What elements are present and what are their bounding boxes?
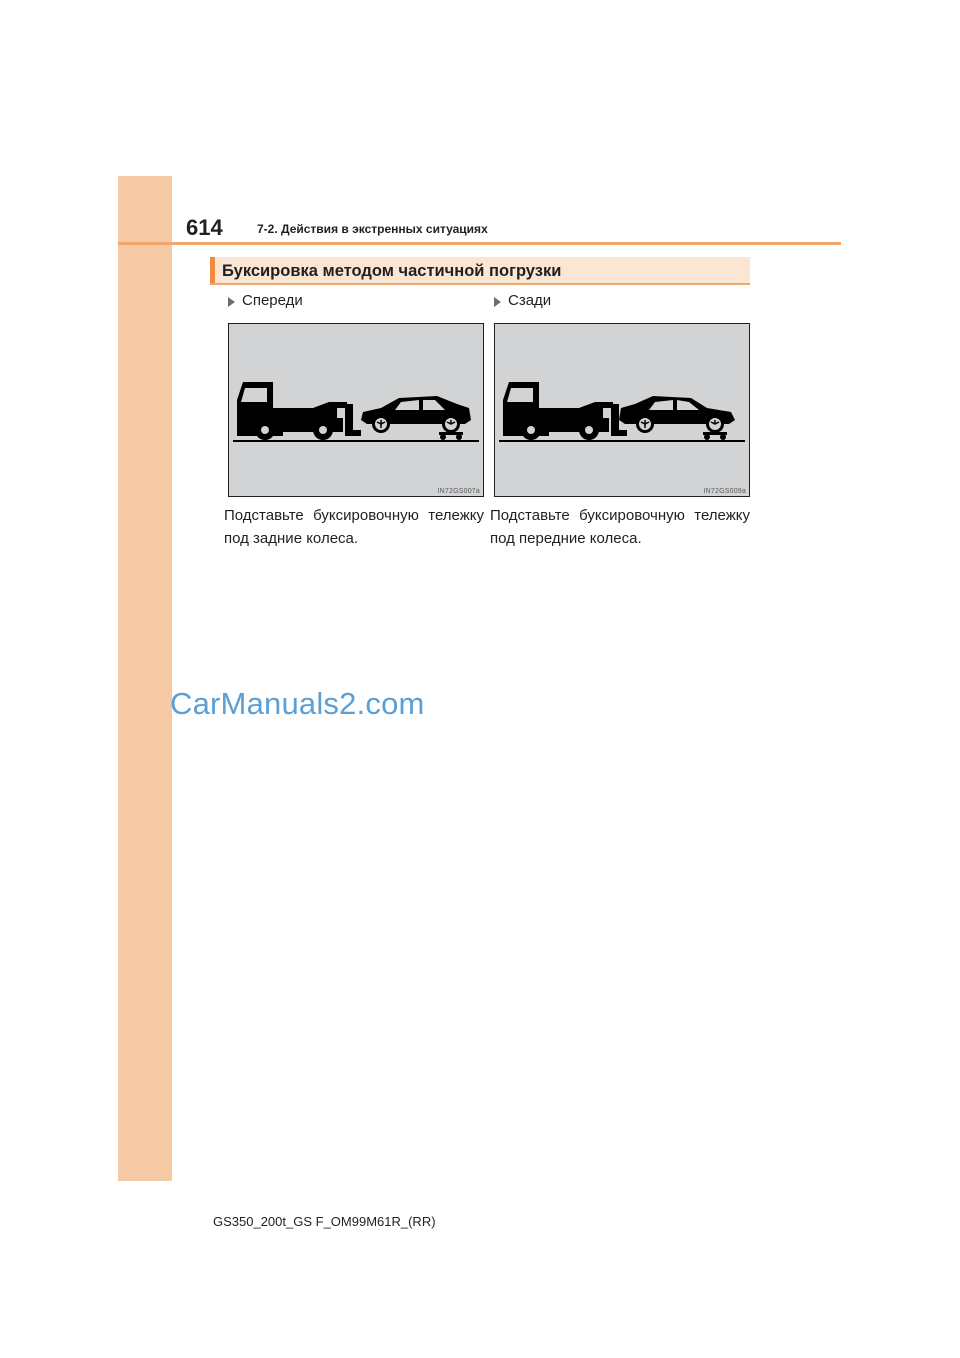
description-rear: Подставьте буксировочную тележку под передние колеса. bbox=[490, 507, 750, 547]
column-front bbox=[224, 290, 484, 547]
bullet-front bbox=[228, 290, 484, 312]
tow-truck-rear-lift-icon bbox=[495, 324, 749, 496]
bullet-rear bbox=[494, 290, 750, 312]
tow-figure-front bbox=[228, 323, 484, 497]
bullet-triangle-icon bbox=[494, 297, 501, 307]
bullet-label: Спереди bbox=[242, 292, 303, 309]
tow-truck-front-lift-icon bbox=[229, 324, 483, 496]
page-number: 614 bbox=[186, 215, 223, 240]
bullet-triangle-icon bbox=[228, 297, 235, 307]
heading-accent bbox=[210, 257, 215, 285]
figure-code: IN72GS009a bbox=[703, 488, 746, 495]
heading-title: Буксировка методом частичной погрузки bbox=[222, 262, 562, 280]
tow-figure-rear bbox=[494, 323, 750, 497]
watermark-link[interactable]: CarManuals2.com bbox=[170, 686, 425, 721]
header-rule bbox=[118, 242, 841, 245]
description-front: Подставьте буксировочную тележку под задние колеса. bbox=[224, 507, 484, 547]
heading-underline bbox=[210, 283, 750, 285]
bullet-label: Сзади bbox=[508, 292, 552, 309]
section-title: 7-2. Действия в экстренных ситуациях bbox=[257, 222, 488, 236]
chapter-sidebar-band bbox=[118, 176, 172, 1181]
figure-code: IN72GS007a bbox=[437, 488, 480, 495]
footer-document-code: GS350_200t_GS F_OM99M61R_(RR) bbox=[213, 1214, 436, 1229]
column-rear bbox=[490, 290, 750, 547]
section-heading bbox=[210, 257, 750, 285]
